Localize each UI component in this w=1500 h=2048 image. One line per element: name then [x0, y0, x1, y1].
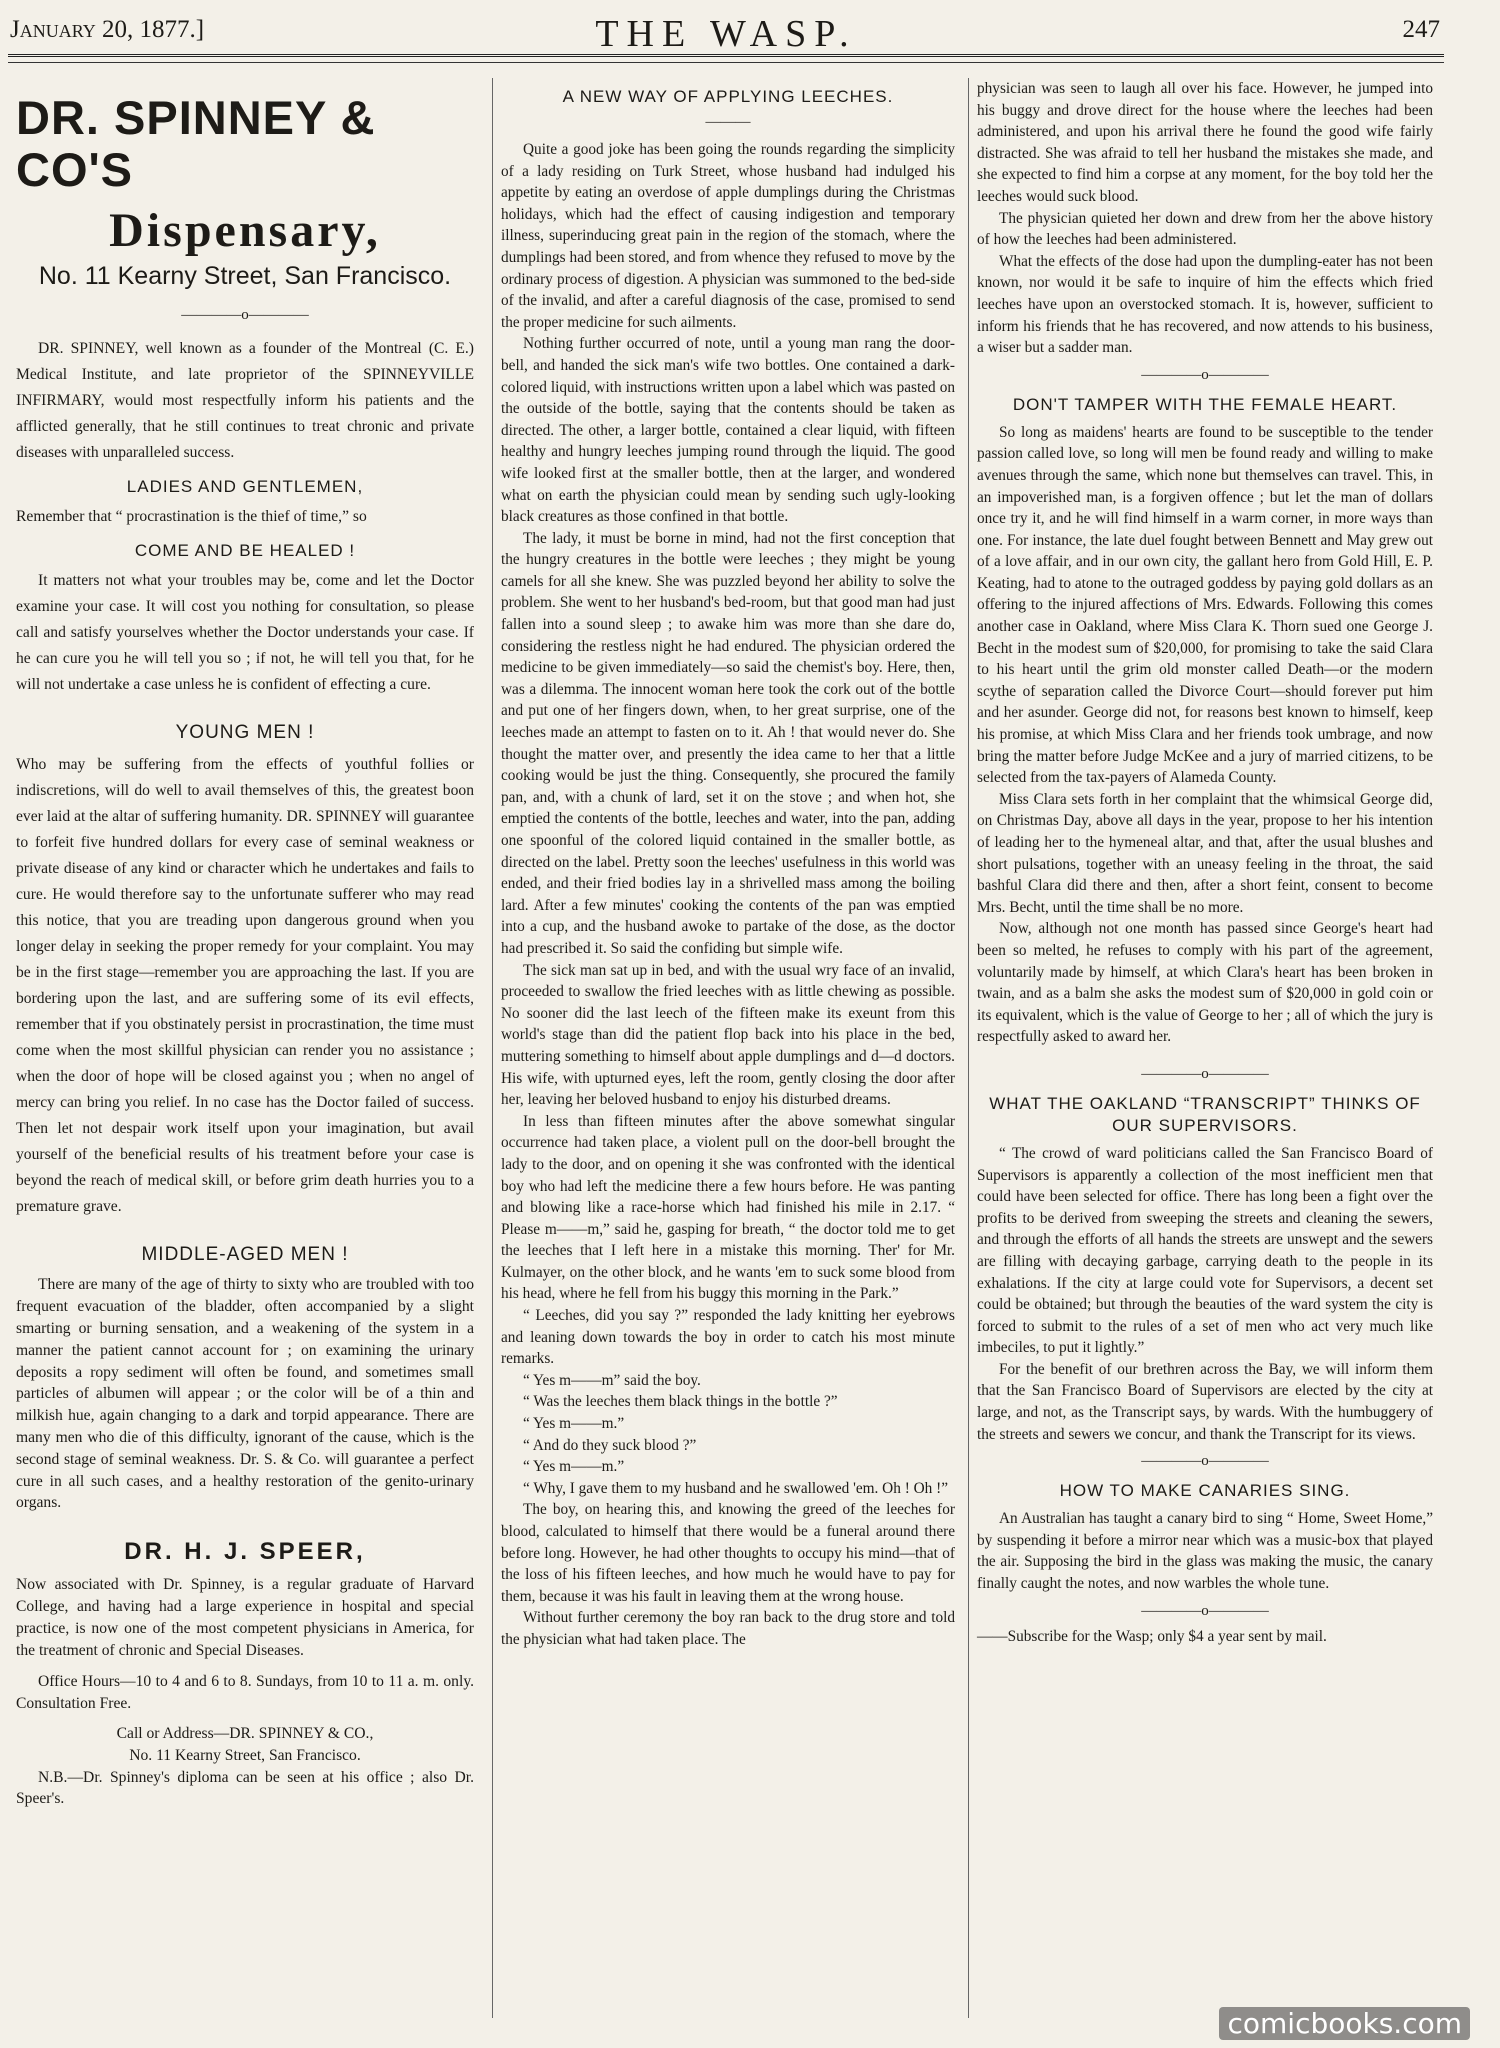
- ad-dispensary: Dispensary,: [109, 204, 381, 258]
- diploma-note: N.B.—Dr. Spinney's diploma can be seen at his office ; also Dr. Speer's.: [16, 1768, 474, 1808]
- divider: ————o————: [1141, 1065, 1269, 1082]
- dialogue-line: “ Yes m——m.”: [523, 1458, 625, 1476]
- speer-text: Now associated with Dr. Spinney, is a regular graduate of Harvard College, and having had a large experience in hospital and special practice, is now one of the most competent physicians in America, for the treatment of chronic and Special Diseases.: [16, 1576, 474, 1659]
- middle-aged-text: There are many of the age of thirty to sixty who are troubled with too frequent evacuation of the bladder, often accompanied by a slight smarting or burning sensation, and a weakening of the system in a manner the patient cannot account for ; on examining the urinary deposits a ropy sediment will often be found, and sometimes small particles of albumen will appear ; or the color will be of a thin and milkish hue, again changing to a dark and torpid appearance. There are many men who die of this difficulty, ignorant of the cause, which is the second stage of seminal weakness. Dr. S. & Co. will guarantee a perfect cure in all such cases, and a healthy restoration of the genito-urinary organs.: [16, 1276, 474, 1512]
- female-p1: So long as maidens' hearts are found to be susceptible to the tender passion called love, so long will men be found ready and willing to make avenues through the same, which none but themselves can travel. This, in an impoverished man, is a forgiven offence ; but let the man of dollars once try it, and he will find himself in a warm corner, in more ways than one. For instance, the late duel fought between Bennett and May grew out of a love affair, and in our own city, the gallant hero from Gold Hill, E. P. Keating, had to atone to the outraged goddess by paying gold dollars as an offering to the injured affections of Mrs. Edwards. Following this comes another case in Oakland, where Miss Clara K. Thorn sued one George J. Becht in the modest sum of $20,000, for promising to take the said Clara to his heart until the grim old monster called Death—or the modern scythe of separation called the Divorce Court—should forever put him and her asunder. George did not, for reasons best known to himself, keep his promise, at which Miss Clara and her friends took umbrage, and now bring the matter before Judge McKee and a jury of married citizens, to be selected from the tax-payers of Alameda County.: [977, 423, 1433, 787]
- young-men-text: Who may be suffering from the effects of youthful follies or indiscretions, will do well to avail themselves of this, the greatest boon ever laid at the altar of suffering humanity. DR. SPINNEY will guarantee to forfeit five hundred dollars for every case of seminal weakness or private disease of any kind or character which he undertakes and fails to cure. He would therefore say to the unfortunate sufferer who may read this notice, that you are treading upon dangerous ground when you longer delay in seeking the proper remedy for your complaint. You may be in the first stage—remember you are approaching the last. If you are bordering upon the last, and are suffering some of its evil effects, remember that if you obstinately persist in procrastination, the time must come when the most skillful physician can render you no assistance ; when the door of hope will be closed against you ; when no angel of mercy can bring you relief. In no case has the Doctor failed of success. Then let not despair work itself upon your imagination, but avail yourself of the beneficial results of his treatment before your case is beyond the reach of medical skill, or before grim death hurries you to a premature grave.: [16, 756, 474, 1216]
- dialogue-line: “ Yes m——m” said the boy.: [523, 1371, 701, 1389]
- divider: ————o————: [1141, 1453, 1269, 1470]
- divider: ————o————: [1141, 1602, 1269, 1619]
- leeches-p6: “ Leeches, did you say ?” responded the lady knitting her eyebrows and leaning down towards the boy in order to catch his most minute remarks.: [501, 1307, 955, 1368]
- female-heart-heading: DON'T TAMPER WITH THE FEMALE HEART.: [1012, 394, 1398, 414]
- leeches-p5: In less than fifteen minutes after the above somewhat singular occurrence had taken place, a violent pull on the door-bell brought the lady to the door, and on opening it she was confronted with the identical boy who had left the medicine there a few hours before. He was panting and blowing like a race-horse which had finished his mile in 2.17. “ Please m——m,” said he, gasping for breath, “ the doctor told me to get the leeches that I left here in a mistake this morning. Ther' for Mr. Kulmayer, on the other block, and he wants 'em to suck some blood from his head, where he fell from his buggy this morning in the Park.”: [501, 1112, 955, 1303]
- leeches-p8: Without further ceremony the boy ran back to the drug store and told the physician what had taken place. The: [501, 1609, 955, 1648]
- dialogue-line: “ And do they suck blood ?”: [523, 1436, 697, 1454]
- watermark-logo: comicbooks.com: [1219, 2007, 1470, 2040]
- dialogue-line: “ Was the leeches them black things in the bottle ?”: [523, 1393, 838, 1411]
- ad-title: DR. SPINNEY & CO'S: [16, 91, 376, 196]
- remember-line: Remember that “ procrastination is the thief of time,” so: [16, 508, 367, 526]
- oakland-p1: “ The crowd of ward politicians called the San Francisco Board of Supervisors is apparently a collection of the most inefficient men that could have been selected for office. There has long been a fight over the profits to be derived from sweeping the streets and cleaning the sewers, and through the efforts of all hands the streets are unswept and the sewers are filling with decaying garbage, carrying death to the people in its exhalations. If the city at large could vote for Supervisors, a decent set could be obtained; but through the beauties of the ward system the city is forced to submit to the rules of a set of men who act very much like imbeciles, to put it lightly.”: [977, 1144, 1433, 1357]
- come-heading: COME AND BE HEALED !: [134, 541, 356, 561]
- ad-address: No. 11 Kearny Street, San Francisco.: [38, 262, 452, 291]
- call-street: No. 11 Kearny Street, San Francisco.: [129, 1746, 361, 1764]
- leeches-p4: The sick man sat up in bed, and with the usual wry face of an invalid, proceeded to swallow the fried leeches with as little chewing as possible. No sooner did the last leech of the fifteen make its exeunt from this world's stage than did the patient flop back into his place in the bed, muttering something to himself about apple dumplings and d—d doctors. His wife, with upturned eyes, left the room, gently closing the door after her, leaving her beloved husband to enjoy his disturbed dreams.: [501, 961, 955, 1109]
- dialogue-line: “ Yes m——m.”: [523, 1415, 625, 1433]
- leeches-p7: The boy, on hearing this, and knowing the greed of the leeches for blood, calculated to himself that there would be a funeral around there before long. However, he had other thoughts to occupy his mind—that of the loss of his fifteen leeches, and how much he would have to pay for them, because it was his fault in leaving them at the wrong house.: [501, 1501, 955, 1605]
- page-number: 247: [1402, 16, 1440, 43]
- middle-aged-heading: MIDDLE-AGED MEN !: [141, 1244, 349, 1266]
- issue-date: January 20, 1877.]: [10, 16, 205, 43]
- leeches-p11: What the effects of the dose had upon the dumpling-eater has not been known, nor would it be safe to inquire of him the effects which fried leeches have upon an overstocked stomach. It is, however, sufficient to inform his friends that he has recovered, and now attends to his business, a wiser but a sadder man.: [977, 252, 1433, 357]
- leeches-rule: ———: [705, 114, 751, 130]
- leeches-heading: A NEW WAY OF APPLYING LEECHES.: [562, 87, 894, 106]
- ad-intro: DR. SPINNEY, well known as a founder of the Montreal (C. E.) Medical Institute, and late proprietor of the SPINNEYVILLE INFIRMARY, would most respectfully inform his patients and the afflicted generally, that he still continues to treat chronic and private diseases with unparalleled success.: [16, 340, 474, 462]
- leeches-p3: The lady, it must be borne in mind, had not the first conception that the hungry creatures in the bottle were leeches ; they might be young camels for all she knew. She was puzzled beyond her ability to solve the problem. She went to her husband's bed-room, but that good man had just fallen into a sound sleep ; to awake him was more than she dare do, considering the restless night he had endured. The physician ordered the medicine to be given immediately—so said the chemist's boy. Here, then, was a dilemma. The innocent woman here took the cork out of the bottle and put one of her fingers down, when, to her great surprise, one of the leeches made an attempt to fasten on to it. Ah ! that would never do. She thought the matter over, and presently the idea came to her that a little cooking would be just the thing. Consequently, she procured the family pan, and, with a chunk of lard, set it on the stove ; and when hot, she emptied the contents of the bottle, leeches and water, into the pan, adding one spoonful of the colored liquid contained in the smaller bottle, as directed on the label. Pretty soon the leeches' usefulness in this world was ended, and their fried bodies lay in a shrivelled mass among the boiling lard. After a few minutes' cooking the contents of the pan was emptied into a cup, and the husband awoke to partake of the dose, as the doctor had prescribed it. So said the confiding but simple wife.: [501, 529, 955, 957]
- speer-heading: DR. H. J. SPEER,: [124, 1538, 366, 1566]
- ladies-heading: LADIES AND GENTLEMEN,: [126, 477, 364, 497]
- come-text: It matters not what your troubles may be, come and let the Doctor examine your case. It will cost you nothing for consultation, so please call and satisfy yourselves whether the Doctor understands your case. If he can cure you he will tell you so ; if not, he will tell you that, for he will not undertake a case unless he is confident of effecting a cure.: [16, 572, 474, 694]
- leeches-p1: Quite a good joke has been going the rounds regarding the simplicity of a lady residing on Turk Street, whose husband had indulged his appetite by eating an overdose of apple dumplings during the Christmas holidays, which had the effect of causing indigestion and temporary illness, superinducing great pain in the region of the stomach, where the dumplings had been stored, and from whence they refused to move by the ordinary process of digestion. A physician was summoned to the bed-side of the invalid, and after a careful diagnosis of the case, promised to send the proper medicine for such ailments.: [501, 141, 955, 331]
- oakland-p2: For the benefit of our brethren across the Bay, we will inform them that the San Francisco Board of Supervisors are elected by the city at large, and not, as the Transcript says, by wards. With the humbuggery of the streets and sewers we concur, and thank the Transcript for its views.: [977, 1360, 1433, 1443]
- leeches-p10: The physician quieted her down and drew from her the above history of how the leeches had been administered.: [977, 209, 1433, 249]
- divider: ————o————: [181, 307, 309, 324]
- newspaper-title: THE WASP.: [595, 13, 857, 55]
- subscribe-notice: ——Subscribe for the Wasp; only $4 a year sent by mail.: [977, 1627, 1327, 1645]
- column-advertisement: [8, 78, 482, 2018]
- dialogue-line: “ Why, I gave them to my husband and he swallowed 'em. Oh ! Oh !”: [523, 1479, 949, 1497]
- column-right: [968, 78, 1441, 2018]
- call-address: Call or Address—DR. SPINNEY & CO.,: [116, 1724, 374, 1742]
- divider: ————o————: [1141, 366, 1269, 383]
- column-leeches: [492, 78, 963, 2018]
- female-p2: Miss Clara sets forth in her complaint that the whimsical George did, on Christmas Day, above all days in the year, propose to her his intention of leading her to the hymeneal altar, and that, after the usual blushes and short pulsations, together with an uneasy feeling in the throat, the said bashful Clara did there and then, after a short feint, consent to become Mrs. Becht, until the time shall be no more.: [977, 790, 1433, 916]
- masthead-rule: [8, 62, 1444, 63]
- young-men-heading: YOUNG MEN !: [175, 722, 315, 744]
- leeches-p9: physician was seen to laugh all over his face. However, he jumped into his buggy and drove direct for the house where the leeches had been administered, and upon his arrival there he found the good wife fairly distracted. She was afraid to tell her husband the mistakes she made, and she expected to find him a corpse at any moment, for the boy told her the leeches would suck blood.: [977, 80, 1433, 205]
- oakland-heading: WHAT THE OAKLAND “TRANSCRIPT” THINKS OF OUR SUPERVISORS.: [989, 1093, 1421, 1135]
- female-p3: Now, although not one month has passed since George's heart had been so melted, he refuses to comply with his part of the agreement, voluntarily made by himself, at which Clara's heart has been broken in twain, and as a balm she asks the modest sum of $20,000 in gold coin or its equivalent, which is the value of George to her ; all of which the jury is respectfully asked to award her.: [977, 920, 1433, 1046]
- canaries-p1: An Australian has taught a canary bird to sing “ Home, Sweet Home,” by suspending it before a mirror near which was a music-box that played the air. Supposing the bird in the glass was making the music, the canary finally caught the notes, and now warbles the whole tune.: [977, 1510, 1433, 1593]
- office-hours: Office Hours—10 to 4 and 6 to 8. Sundays, from 10 to 11 a. m. only. Consultation Free.: [16, 1673, 474, 1713]
- leeches-p2: Nothing further occurred of note, until a young man rang the door-bell, and handed the sick man's wife two bottles. One contained a dark-colored liquid, with instructions written upon a label which was pasted on the outside of the bottle, saying that the contents should be taken as directed. The other, a larger bottle, contained a clear liquid, with fifteen healthy and hungry leeches jumping round through the liquid. The good wife looked first at the smaller bottle, then at the larger, and wondered what on earth the physician could mean by sending such ugly-looking black creatures as those confined in that bottle.: [501, 335, 955, 526]
- masthead: [8, 8, 1444, 57]
- canaries-heading: HOW TO MAKE CANARIES SING.: [1059, 1481, 1351, 1501]
